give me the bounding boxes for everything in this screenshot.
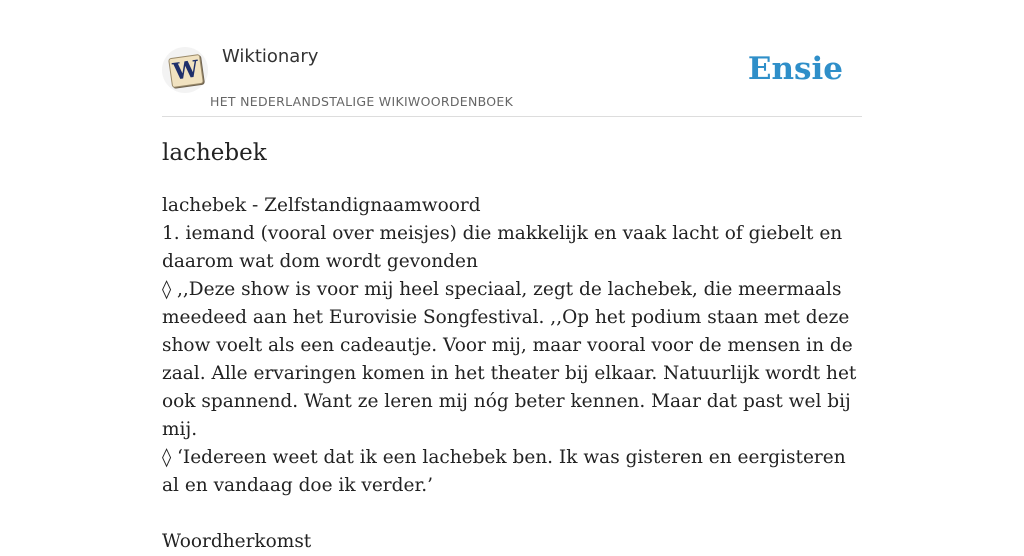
logo-tile: W xyxy=(168,54,204,88)
entry-content xyxy=(162,192,862,556)
ensie-brand-link[interactable]: Ensie xyxy=(747,51,843,87)
wiktionary-logo-icon[interactable] xyxy=(162,47,208,93)
part-of-speech-line: lachebek - Zelfstandignaamwoord xyxy=(162,195,481,216)
site-header xyxy=(162,0,862,117)
site-tagline: HET NEDERLANDSTALIGE WIKIWOORDENBOEK xyxy=(210,94,514,109)
spacer xyxy=(162,500,862,528)
definition: 1. iemand (vooral over meisjes) die makkelijk en vaak lacht of giebelt en daarom wat dom wordt gevonden xyxy=(162,223,843,272)
example-sentence: ◊ ‘Iedereen weet dat ik een lachebek ben. Ik was gisteren en eergisteren al en vandaag doe ik verder.’ xyxy=(162,447,846,496)
example-sentence: ◊ ,,Deze show is voor mij heel speciaal, zegt de lachebek, die meermaals meedeed aan het Eurovisie Songfestival. ,,Op het podium staan met deze show voelt als een cadeautje. Voor mij, maar vooral voor de mensen in de zaal. Alle ervaringen komen in het theater bij elkaar. Natuurlijk wordt het ook spannend. Want ze leren mij nóg beter kennen. Maar dat past wel bij mij. xyxy=(162,279,857,440)
section-heading-etymology: Woordherkomst xyxy=(162,531,312,552)
page-title: lachebek xyxy=(162,140,267,166)
page xyxy=(162,0,862,552)
site-name[interactable]: Wiktionary xyxy=(222,46,319,67)
